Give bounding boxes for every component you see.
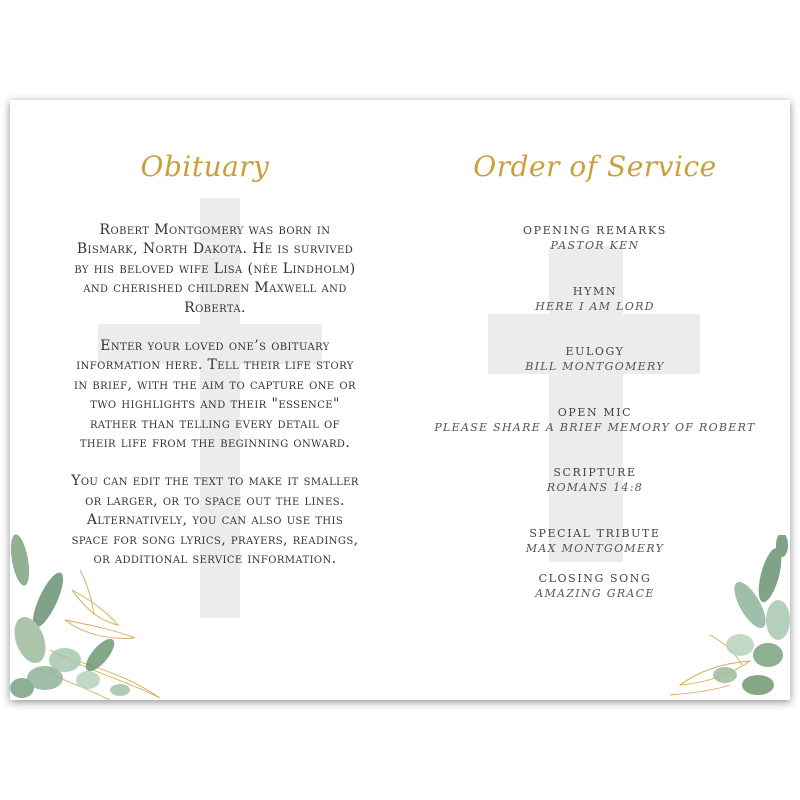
service-item [430,465,760,526]
order-of-service-title: Order of Service [473,150,717,183]
program-spread [10,100,790,700]
service-item-detail: ROMANS 14:8 [546,481,644,494]
service-item-name: OPEN MIC [557,405,633,419]
service-item-name: CLOSING SONG [538,572,652,585]
service-item [430,284,760,345]
service-item-detail: PASTOR KEN [550,239,640,252]
obituary-paragraph: Robert Montgomery was born in Bismark, North Dakota. He is survived by his beloved wife Lisa (née Lindholm) and cherished children Maxwell and Roberta. [74,222,356,316]
service-item [430,344,760,405]
service-item-name: SCRIPTURE [553,466,637,479]
foliage-right-icon [670,535,790,700]
service-item-name: EULOGY [565,345,625,358]
obituary-title: Obituary [140,150,270,183]
service-item-detail: HERE I AM LORD [535,299,655,313]
service-item-name: OPENING REMARKS [523,224,667,237]
service-item-detail: BILL MONTGOMERY [525,360,665,373]
service-item-detail: AMAZING GRACE [535,587,655,600]
obituary-paragraph: Enter your loved one’s obituary information here. Tell their life story in brief, with the aim to capture one or two highlights and their "essence" rather than telling every detail of their life from the beginning onward. [74,338,356,452]
service-item-detail: MAX MONTGOMERY [525,541,665,555]
foliage-left-icon [10,530,170,700]
service-item-name: SPECIAL TRIBUTE [529,526,661,540]
service-item-detail: PLEASE SHARE A BRIEF MEMORY OF ROBERT [434,420,756,434]
service-item [430,405,760,466]
obituary-paragraph: You can edit the text to make it smaller or larger, or to space out the lines. Alternatively, you can also use this space for song lyrics, prayers, readings, or additional service information. [71,473,359,568]
service-item [430,223,760,284]
service-item-name: HYMN [572,284,618,298]
